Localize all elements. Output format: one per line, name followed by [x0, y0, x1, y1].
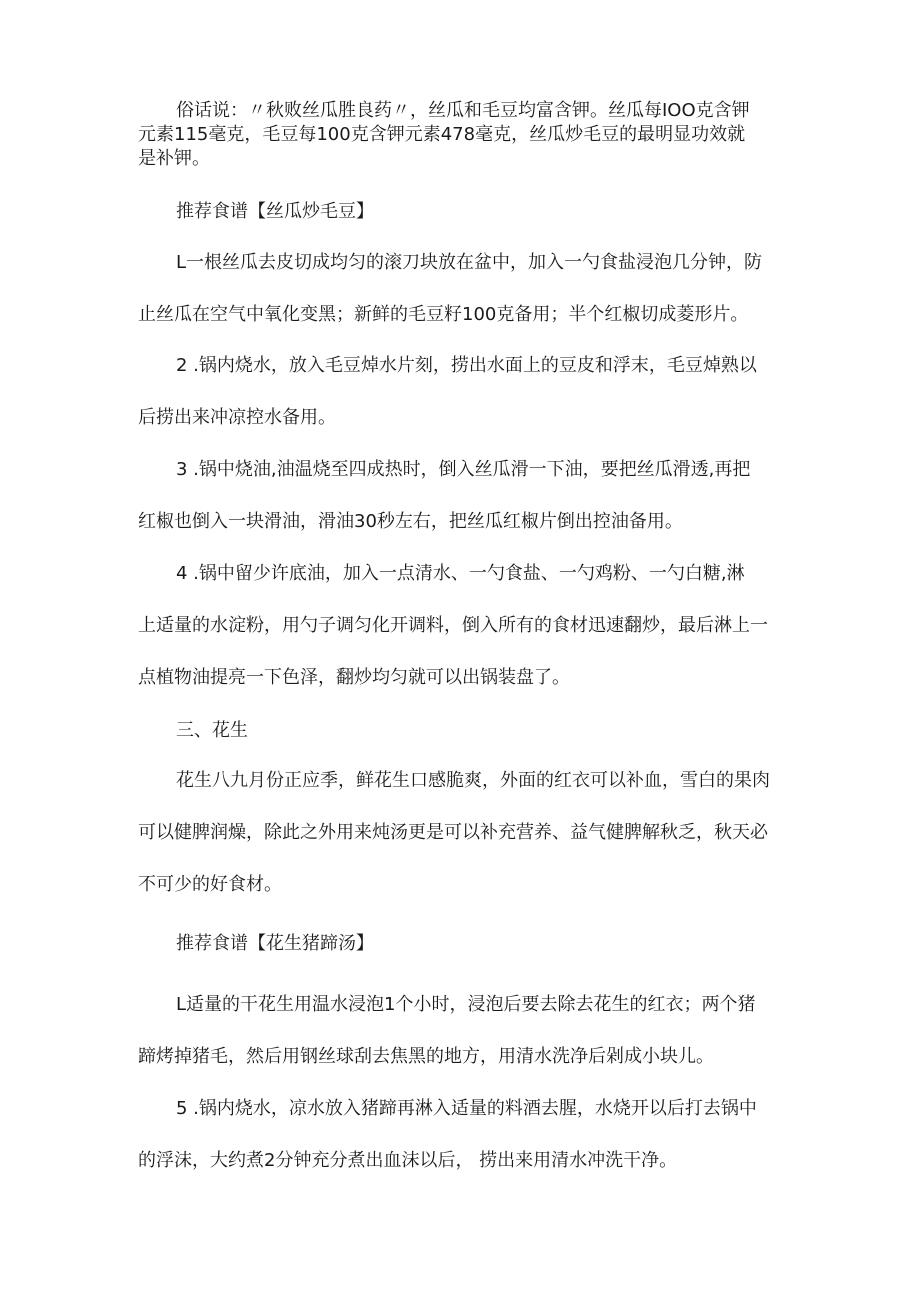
paragraph-line: 花生八九月份正应季，鲜花生口感脆爽，外面的红衣可以补血，雪白的果肉	[176, 770, 770, 791]
paragraph-line: 俗话说：〃秋败丝瓜胜良药〃，丝瓜和毛豆均富含钾。丝瓜每IOO克含钾	[176, 100, 750, 121]
heading-text: 推荐食谱【花生猪蹄汤】	[176, 933, 374, 954]
paragraph-line: 4 .锅中留少许底油，加入一点清水、一勺食盐、一勺鸡粉、一勺白糖,淋	[176, 563, 745, 584]
recipe-step	[138, 444, 750, 548]
recipe-heading	[176, 200, 374, 224]
section-paragraph	[138, 755, 770, 911]
recipe-heading	[176, 932, 374, 956]
heading-text: 三、花生	[176, 720, 248, 741]
recipe-step	[138, 979, 755, 1083]
section-heading	[176, 719, 248, 743]
paragraph-line: 点植物油提亮一下色泽，翻炒均匀就可以出锅装盘了。	[138, 667, 570, 688]
paragraph-line: 上适量的水淀粉，用勺子调匀化开调料，倒入所有的食材迅速翻炒，最后淋上一	[138, 615, 768, 636]
paragraph-line: 3 .锅中烧油,油温烧至四成热时，倒入丝瓜滑一下油，要把丝瓜滑透,再把	[176, 459, 751, 480]
paragraph-line: 红椒也倒入一块滑油，滑油30秒左右，把丝瓜红椒片倒出控油备用。	[138, 511, 683, 532]
paragraph-line: L一根丝瓜去皮切成均匀的滚刀块放在盆中，加入一勺食盐浸泡几分钟，防	[176, 252, 763, 273]
recipe-step	[138, 237, 762, 341]
paragraph-line: 元素115毫克，毛豆每100克含钾元素478毫克，丝瓜炒毛豆的最明显功效就	[138, 124, 746, 145]
paragraph-line: L适量的干花生用温水浸泡1个小时，浸泡后要去除去花生的红衣；两个猪	[176, 994, 756, 1015]
paragraph-line: 蹄烤掉猪毛，然后用钢丝球刮去焦黑的地方，用清水洗净后剁成小块儿。	[138, 1046, 714, 1067]
paragraph-line: 止丝瓜在空气中氧化变黑；新鲜的毛豆籽100克备用；半个红椒切成菱形片。	[138, 304, 749, 325]
paragraph-line: 2 .锅内烧水，放入毛豆焯水片刻，捞出水面上的豆皮和浮末，毛豆焯熟以	[176, 355, 757, 376]
paragraph-line: 可以健脾润燥，除此之外用来炖汤更是可以补充营养、益气健脾解秋乏，秋天必	[138, 822, 768, 843]
heading-text: 推荐食谱【丝瓜炒毛豆】	[176, 201, 374, 222]
recipe-step	[138, 548, 768, 704]
paragraph-line: 5 .锅内烧水，凉水放入猪蹄再淋入适量的料酒去腥，水烧开以后打去锅中	[176, 1098, 757, 1119]
recipe-step	[138, 1083, 757, 1187]
paragraph-line: 不可少的好食材。	[138, 874, 282, 895]
recipe-step	[138, 340, 757, 444]
intro-paragraph	[138, 99, 750, 171]
paragraph-line: 后捞出来冲凉控水备用。	[138, 407, 336, 428]
paragraph-line: 的浮沫，大约煮2分钟充分煮出血沫以后， 捞出来用清水冲洗干净。	[138, 1150, 678, 1171]
paragraph-line: 是补钾。	[138, 148, 210, 169]
